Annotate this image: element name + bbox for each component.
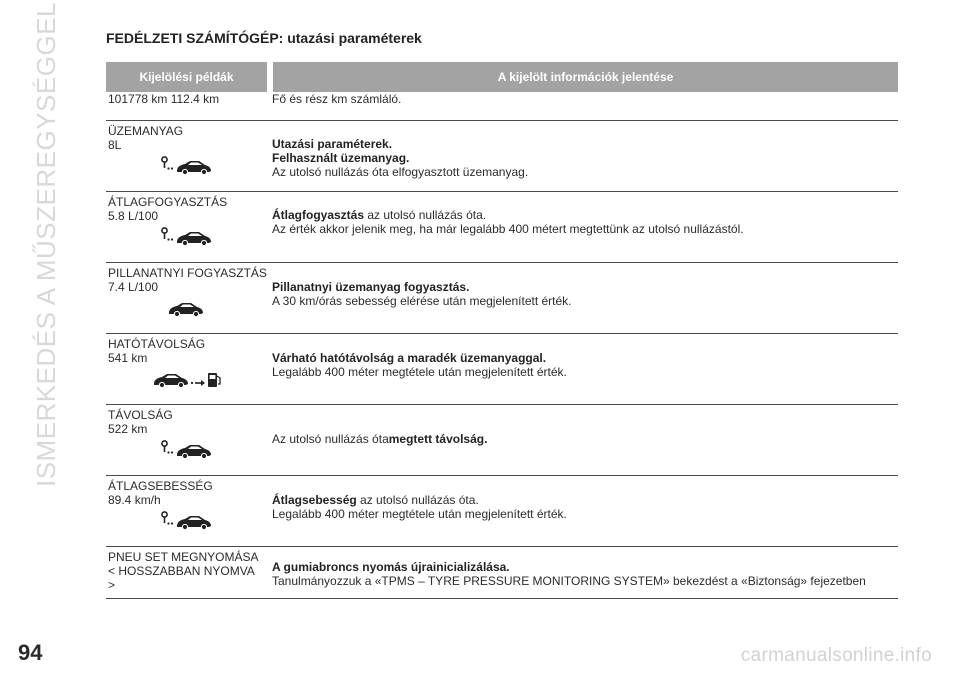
- meaning-line: [272, 365, 898, 379]
- meaning-cell: [270, 120, 898, 191]
- meaning-cell: [270, 333, 898, 404]
- example-text: 7.4 L/100: [108, 279, 159, 294]
- example-text: ÁTLAGFOGYASZTÁS: [108, 194, 228, 209]
- meaning-text: az utolsó nullázás óta.: [364, 207, 487, 222]
- page-number: 94: [18, 640, 43, 665]
- trip-car-icon: [108, 156, 270, 178]
- meaning-emphasis: Pillanatnyi üzemanyag fogyasztás.: [272, 279, 470, 294]
- example-cell: [106, 191, 270, 262]
- example-text: PILLANATNYI FOGYASZTÁS: [108, 265, 267, 280]
- example-text: 89.4 km/h: [108, 492, 161, 507]
- meaning-text: Az érték akkor jelenik meg, ha már legalább 400 métert megtettünk az utolsó nullázástól.: [272, 221, 744, 236]
- meaning-emphasis: Átlagsebesség: [272, 492, 357, 507]
- meaning-text: Legalább 400 méter megtétele után megjelenített érték.: [272, 506, 567, 521]
- table-row: [106, 333, 898, 404]
- meaning-line: [272, 294, 898, 308]
- example-text: 5.8 L/100: [108, 208, 159, 223]
- meaning-text: Az utolsó nullázás óta elfogyasztott üzemanyag.: [272, 164, 529, 179]
- trip-parameters-table: [106, 62, 898, 599]
- meaning-emphasis: Várható hatótávolság a maradék üzemanyaggal.: [272, 350, 547, 365]
- meaning-line: [272, 560, 898, 574]
- table-row: [106, 262, 898, 333]
- meaning-cell: [270, 191, 898, 262]
- meaning-emphasis: megtett távolság.: [388, 431, 488, 446]
- car-to-fuel-pump-icon: [108, 369, 270, 391]
- meaning-text: Fő és rész km számláló.: [272, 92, 402, 106]
- meaning-line: [272, 351, 898, 365]
- example-cell: [106, 333, 270, 404]
- meaning-line: [272, 208, 898, 222]
- table-header-row: [106, 62, 898, 92]
- example-text: PNEU SET MEGNYOMÁSA: [108, 549, 259, 564]
- meaning-cell: [270, 404, 898, 475]
- example-cell: [106, 120, 270, 191]
- meaning-line: [272, 280, 898, 294]
- meaning-line: [272, 222, 898, 236]
- trip-car-icon: [108, 227, 270, 249]
- meaning-line: [272, 493, 898, 507]
- example-text: ÜZEMANYAG: [108, 123, 184, 138]
- example-text: HATÓTÁVOLSÁG: [108, 336, 206, 351]
- header-examples: Kijelölési példák: [106, 62, 270, 92]
- table-row: [106, 92, 898, 120]
- meaning-text: Legalább 400 méter megtétele után megjelenített érték.: [272, 364, 567, 379]
- example-cell: [106, 262, 270, 333]
- trip-car-icon: [108, 511, 270, 533]
- meaning-line: [272, 432, 898, 446]
- table-row: [106, 120, 898, 191]
- table-row: [106, 546, 898, 598]
- example-text: 8L: [108, 137, 122, 152]
- example-text: < HOSSZABBAN NYOMVA: [108, 563, 255, 578]
- meaning-line: [272, 574, 898, 588]
- trip-car-icon: [108, 440, 270, 462]
- side-chapter-title-text: ISMERKEDÉS A MŰSZEREGYSÉGGEL: [30, 1, 61, 488]
- example-text: 101778 km 112.4 km: [108, 92, 220, 106]
- table-row: [106, 404, 898, 475]
- meaning-text: az utolsó nullázás óta.: [356, 492, 479, 507]
- example-text: >: [108, 577, 116, 592]
- meaning-cell: [270, 546, 898, 598]
- section-title: FEDÉLZETI SZÁMÍTÓGÉP: utazási paraméterek: [106, 30, 422, 46]
- table-row: [106, 191, 898, 262]
- meaning-line: [272, 92, 898, 106]
- example-cell: [106, 475, 270, 546]
- meaning-text: A 30 km/órás sebesség elérése után megjelenített érték.: [272, 293, 572, 308]
- car-icon: [108, 298, 270, 320]
- table-row: [106, 475, 898, 546]
- meaning-text: Az utolsó nullázás óta: [272, 431, 389, 446]
- example-text: 541 km: [108, 350, 148, 365]
- meaning-line: [272, 137, 898, 151]
- meaning-cell: [270, 92, 898, 120]
- meaning-line: [272, 151, 898, 165]
- meaning-text: Tanulmányozzuk a «TPMS – TYRE PRESSURE MONITORING SYSTEM» bekezdést a «Biztonság» fejezetben: [272, 573, 866, 588]
- meaning-emphasis: Utazási paraméterek.: [272, 136, 393, 151]
- side-chapter-title: [18, 1, 74, 488]
- example-cell: [106, 92, 270, 120]
- header-meaning: A kijelölt információk jelentése: [270, 62, 898, 92]
- example-cell: [106, 404, 270, 475]
- example-text: ÁTLAGSEBESSÉG: [108, 478, 213, 493]
- meaning-emphasis: A gumiabroncs nyomás újrainicializálása.: [272, 559, 510, 574]
- example-text: TÁVOLSÁG: [108, 407, 173, 422]
- meaning-cell: [270, 475, 898, 546]
- example-text: 522 km: [108, 421, 148, 436]
- watermark: carmanualsonline.info: [740, 645, 932, 666]
- meaning-line: [272, 165, 898, 179]
- meaning-line: [272, 507, 898, 521]
- meaning-cell: [270, 262, 898, 333]
- meaning-emphasis: Átlagfogyasztás: [272, 207, 365, 222]
- meaning-emphasis: Felhasznált üzemanyag.: [272, 150, 410, 165]
- example-cell: [106, 546, 270, 598]
